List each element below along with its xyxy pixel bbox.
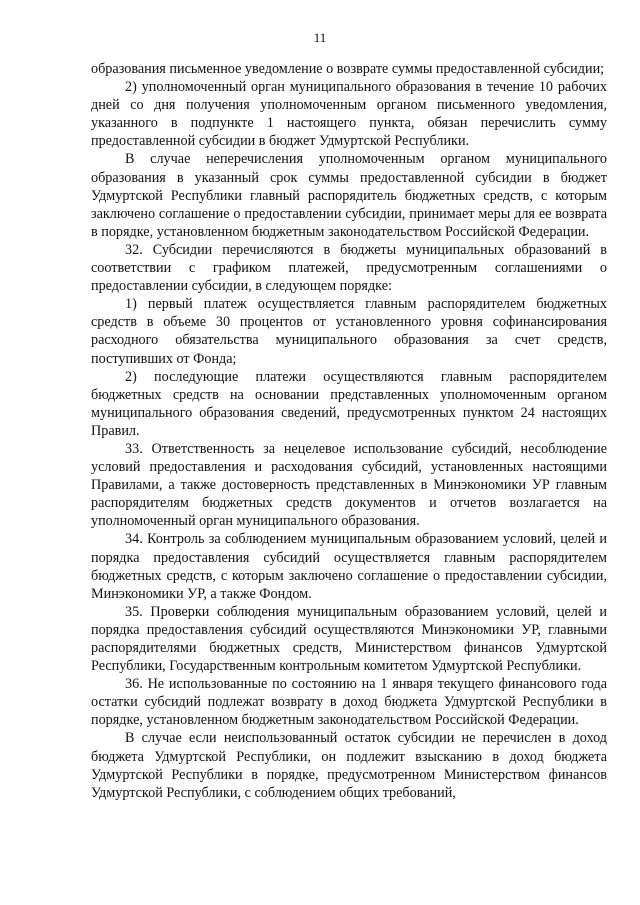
paragraph-subsequent-payments: 2) последующие платежи осуществляются главным распорядителем бюджетных средств на основании представленных уполномоченным органом муниципального образования сведений, предусмотренных пунктом 24 настоящих Правил. [91, 368, 607, 439]
paragraph-clause-32: 32. Субсидии перечисляются в бюджеты муниципальных образований в соответствии с графиком платежей, предусмотренным соглашениями о предоставлении субсидии, в следующем порядке: [91, 241, 607, 295]
paragraph-clause-33: 33. Ответственность за нецелевое использование субсидий, несоблюдение условий предоставления и расходования субсидий, установленных настоящими Правилами, а также достоверность представленных в Минэкономики УР главным распорядителям бюджетных средств документов и отчетов возлагается на уполномоченный орган муниципального образования. [91, 440, 607, 530]
paragraph-clause-35: 35. Проверки соблюдения муниципальным образованием условий, целей и порядка предоставления субсидий осуществляются Минэкономики УР, главными распорядителями бюджетных средств, Министерством финансов Удмуртской Республики, Государственным контрольным комитетом Удмуртской Республики. [91, 603, 607, 675]
paragraph-continuation: образования письменное уведомление о возврате суммы предоставленной субсидии; [91, 61, 605, 77]
paragraph-first-payment: 1) первый платеж осуществляется главным распорядителем бюджетных средств в объеме 30 процентов от установленного уровня софинансирования расходного обязательства муниципального образования за счет средств, поступивших от Фонда; [91, 296, 607, 367]
paragraph-subclause-2: 2) уполномоченный орган муниципального образования в течение 10 рабочих дней со дня получения уполномоченным органом письменного уведомления, указанного в подпункте 1 настоящего пункта, обязан перечислить сумму предоставленной субсидии в бюджет Удмуртской Республики. [91, 79, 607, 150]
document-body [91, 60, 607, 802]
paragraph-unused-balance: В случае если неиспользованный остаток субсидии не перечислен в доход бюджета Удмуртской Республики, он подлежит взысканию в доход бюджета Удмуртской Республики в порядке, предусмотренном Министерством финансов Удмуртской Республики, с соблюдением общих требований, [91, 730, 607, 801]
paragraph-clause-36: 36. Не использованные по состоянию на 1 января текущего финансового года остатки субсидий подлежат возврату в доход бюджета Удмуртской Республики в порядке, установленном бюджетным законодательством Российской Федерации. [91, 676, 607, 729]
paragraph-clause-34: 34. Контроль за соблюдением муниципальным образованием условий, целей и порядка предоставления субсидий осуществляется главным распорядителем бюджетных средств, с которым заключено соглашение о предоставлении субсидии, Минэкономики УР, а также Фондом. [91, 531, 607, 602]
paragraph-non-transfer: В случае неперечисления уполномоченным органом муниципального образования в указанный срок суммы предоставленной субсидии в бюджет Удмуртской Республики главный распорядитель бюджетных средств, с которым заключено соглашение о предоставлении субсидии, принимает меры для ее возврата в порядке, установленном бюджетным законодательством Российской Федерации. [91, 151, 607, 240]
page-number: 11 [313, 30, 327, 45]
